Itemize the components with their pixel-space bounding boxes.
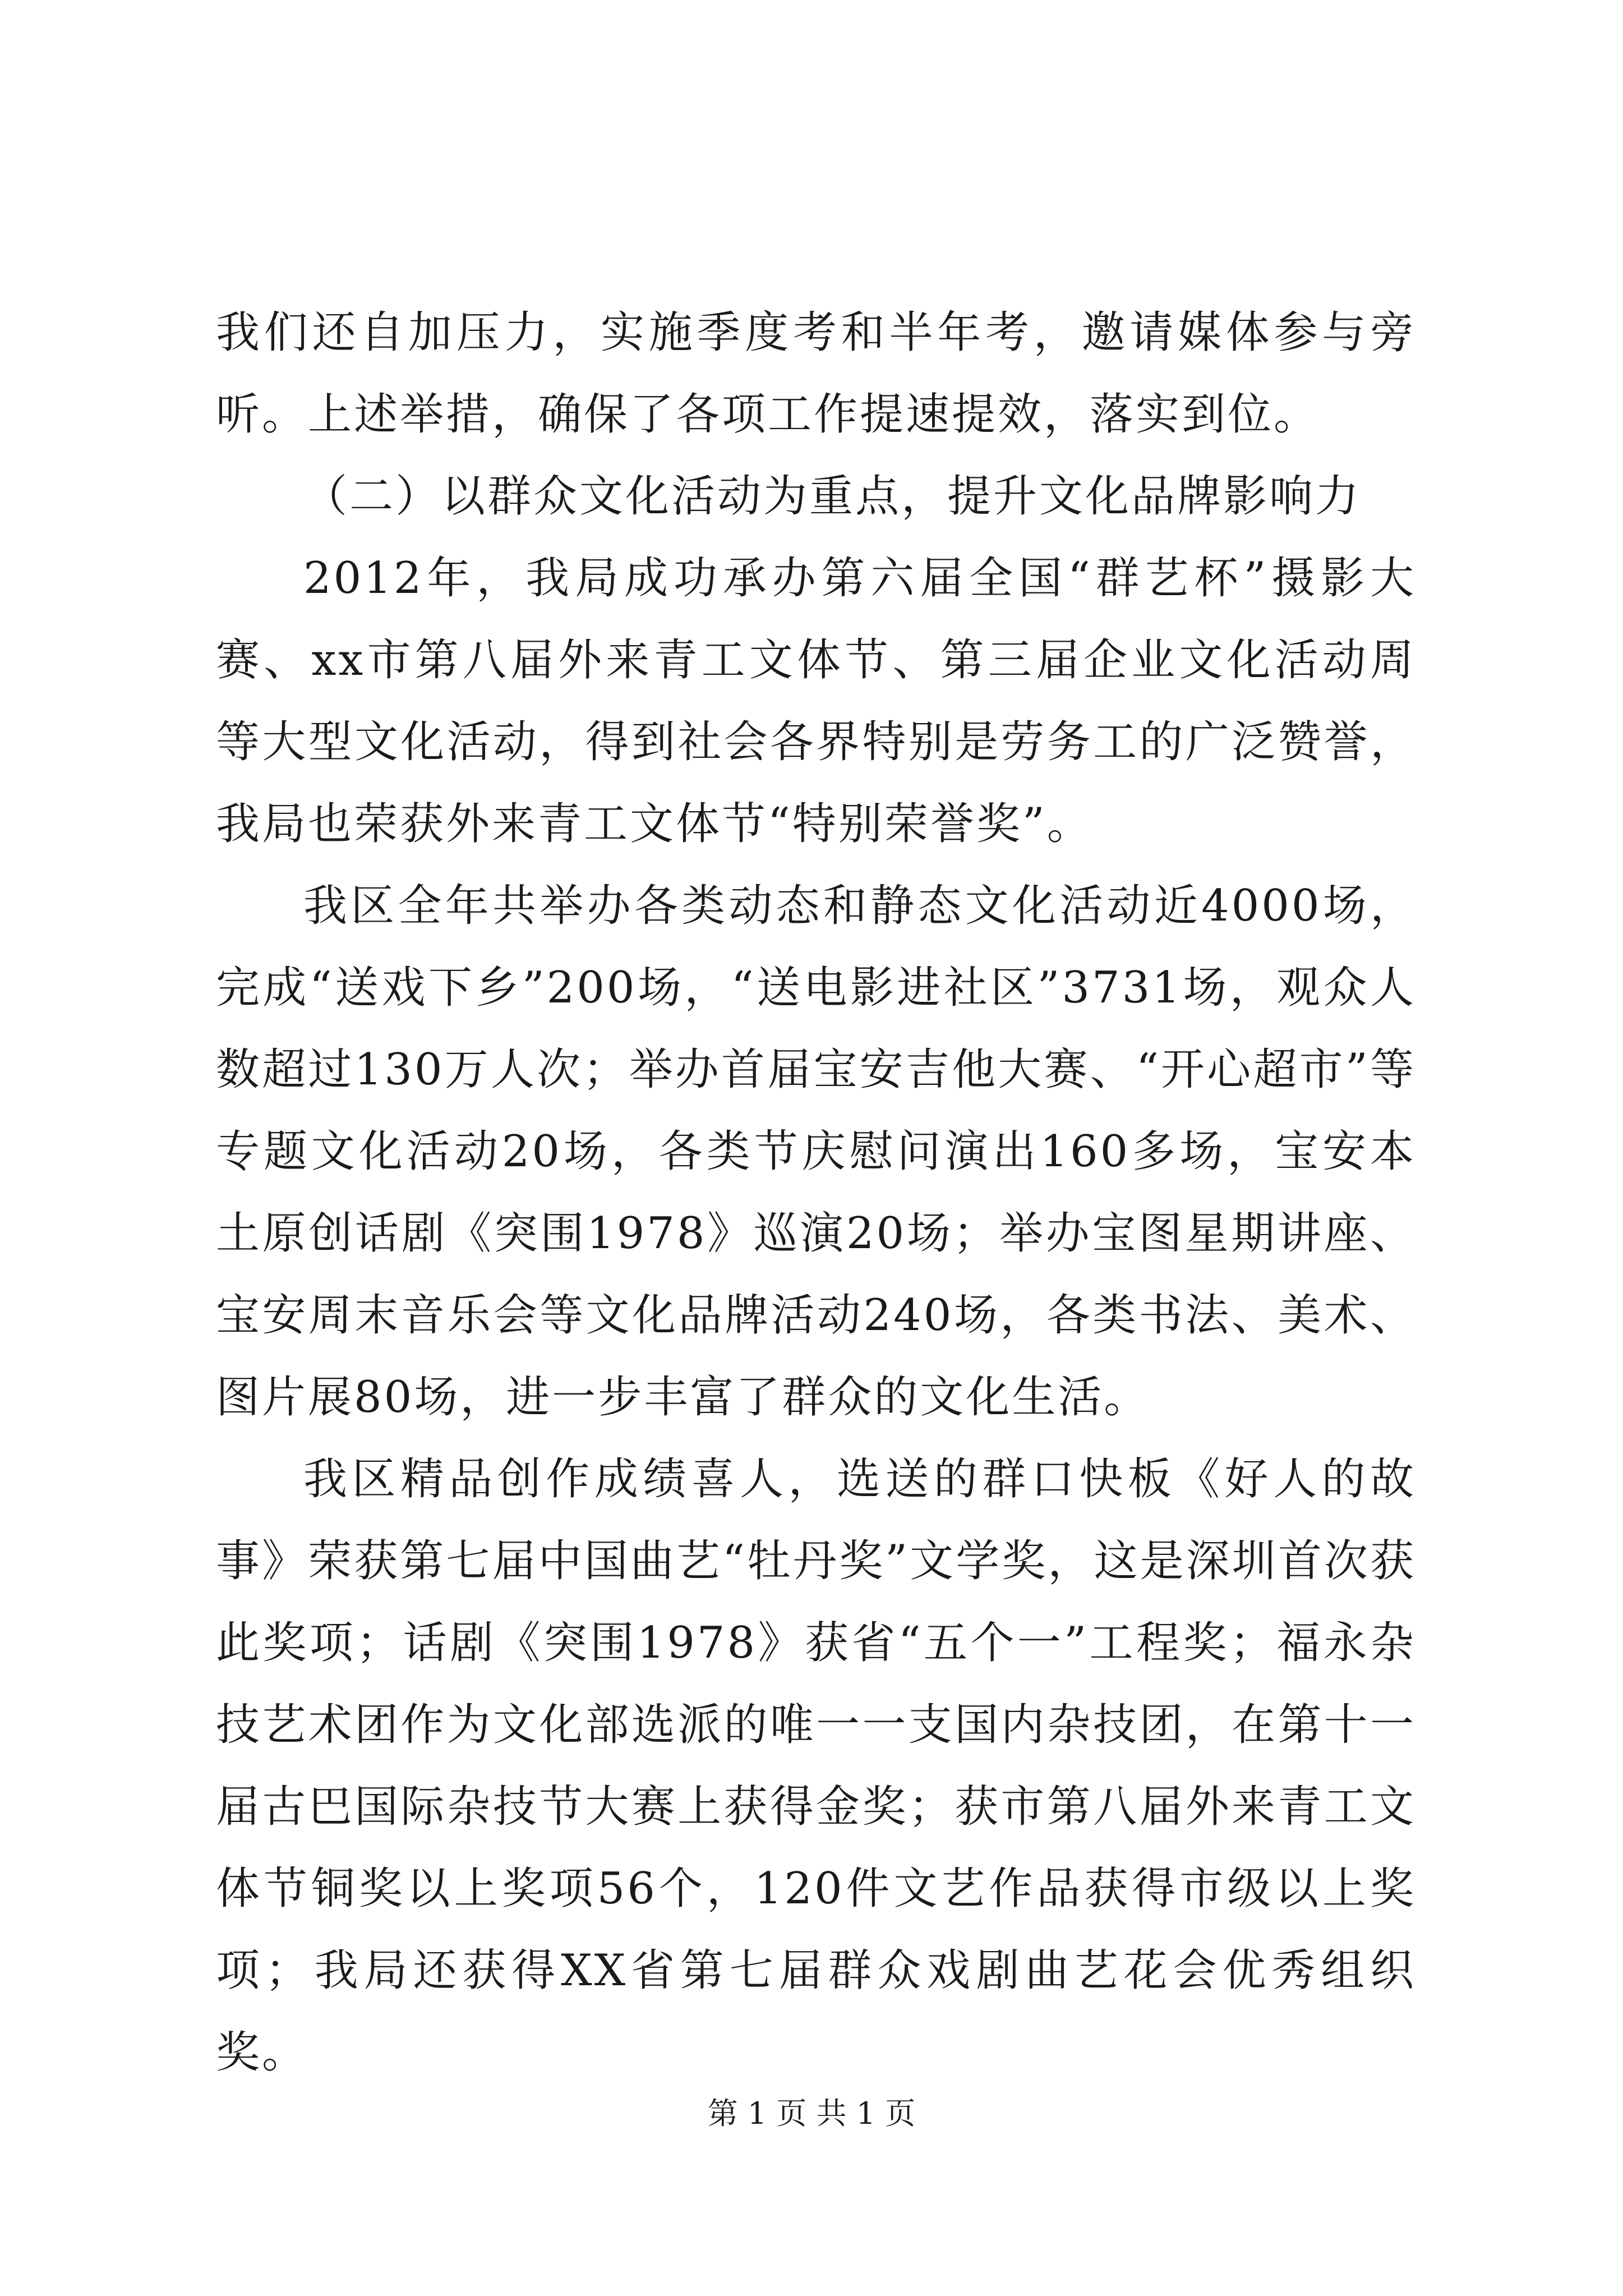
paragraph-continuation: 我们还自加压力，实施季度考和半年考，邀请媒体参与旁听。上述举措，确保了各项工作提速提效，落实到位。 xyxy=(216,307,1416,440)
document-body xyxy=(216,292,1416,2093)
paragraph-major-events: 2012年，我局成功承办第六届全国“群艺杯”摄影大赛、xx市第八届外来青工文体节、第三届企业文化活动周等大型文化活动，得到社会各界特别是劳务工的广泛赞誉，我局也荣获外来青工文体节“特别荣誉奖”。 xyxy=(216,553,1416,849)
paragraph-awards: 我区精品创作成绩喜人，选送的群口快板《好人的故事》荣获第七届中国曲艺“牡丹奖”文学奖，这是深圳首次获此奖项；话剧《突围1978》获省“五个一”工程奖；福永杂技艺术团作为文化部选派的唯一一支国内杂技团，在第十一届古巴国际杂技节大赛上获得金奖；获市第八届外来青工文体节铜奖以上奖项56个，120件文艺作品获得市级以上奖项；我局还获得XX省第七届群众戏剧曲艺花会优秀组织奖。 xyxy=(216,1454,1416,2078)
page-footer: 第 1 页 共 1 页 xyxy=(707,2096,916,2131)
section-heading: （二）以群众文化活动为重点，提升文化品牌影响力 xyxy=(303,471,1362,522)
paragraph-activities: 我区全年共举办各类动态和静态文化活动近4000场，完成“送戏下乡”200场，“送电影进社区”3731场，观众人数超过130万人次；举办首届宝安吉他大赛、“开心超市”等专题文化活动20场，各类节庆慰问演出160多场，宝安本土原创话剧《突围1978》巡演20场；举办宝图星期讲座、宝安周末音乐会等文化品牌活动240场，各类书法、美术、图片展80场，进一步丰富了群众的文化生活。 xyxy=(216,881,1416,1423)
